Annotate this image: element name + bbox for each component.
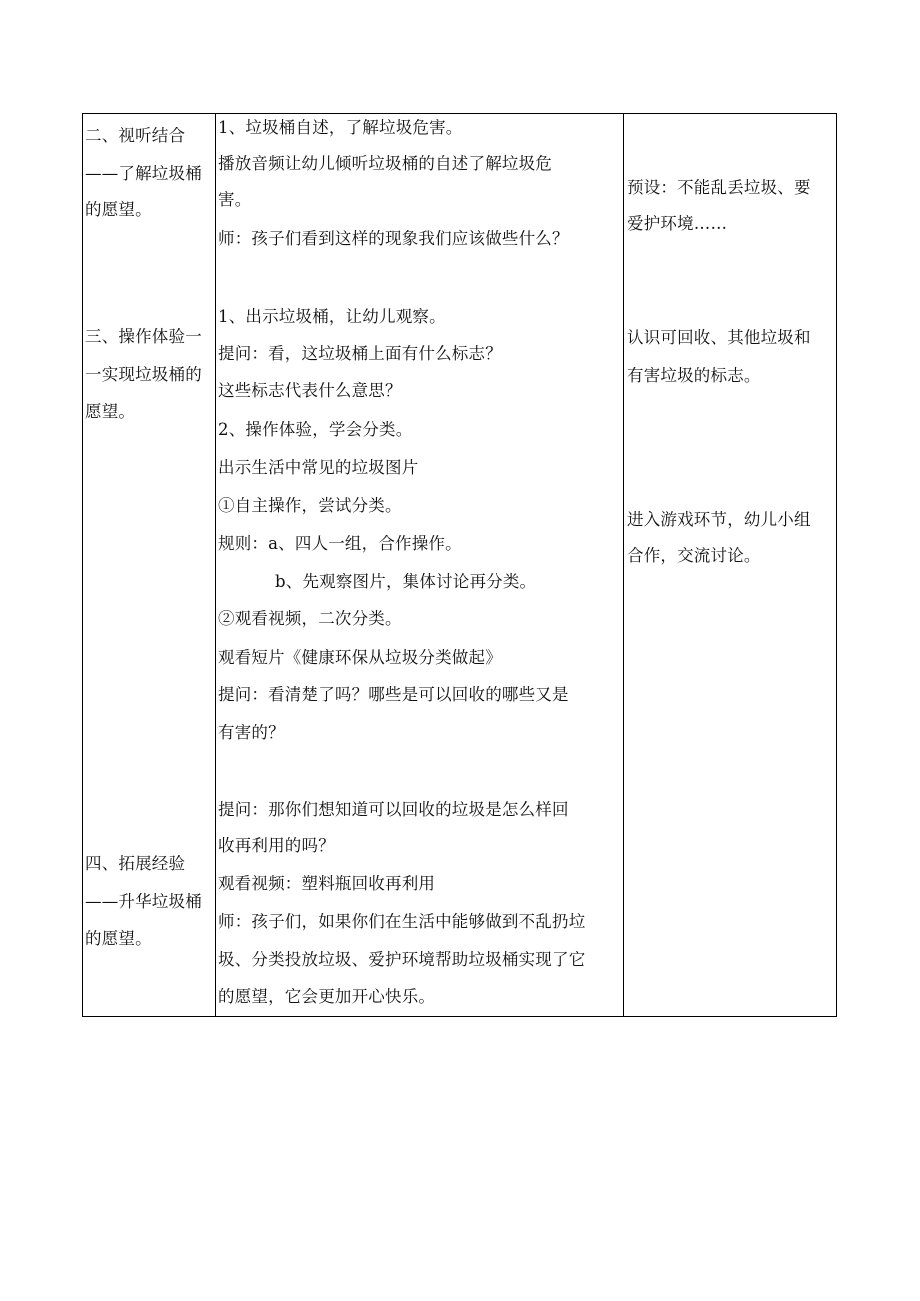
note-line: 进入游戏环节，幼儿小组 [627, 510, 811, 529]
column-divider-notes [623, 114, 624, 1016]
stage-line: 二、视听结合 [85, 126, 186, 145]
stage-line: 一实现垃圾桶的 [85, 365, 202, 384]
process-line: 师：孩子们，如果你们在生活中能够做到不乱扔垃 [218, 912, 586, 931]
stage-line: ——升华垃圾桶 [85, 892, 202, 911]
process-line: 观看短片《健康环保从垃圾分类做起》 [218, 648, 502, 667]
process-line: 有害的？ [218, 723, 285, 742]
process-line: ①自主操作，尝试分类。 [218, 496, 402, 515]
process-line: 的愿望，它会更加开心快乐。 [218, 987, 436, 1006]
note-line: 合作，交流讨论。 [627, 546, 761, 565]
note-line: 爱护环境…… [627, 214, 728, 233]
process-line: 1、垃圾桶自述，了解垃圾危害。 [218, 118, 463, 137]
process-line: 1、出示垃圾桶，让幼儿观察。 [218, 307, 446, 326]
stage-line: 愿望。 [85, 402, 136, 421]
process-line: 害。 [218, 190, 252, 209]
process-line: 出示生活中常见的垃圾图片 [218, 458, 419, 477]
process-line: 观看视频：塑料瓶回收再利用 [218, 874, 436, 893]
process-line: 提问：看，这垃圾桶上面有什么标志？ [218, 344, 502, 363]
stage-line: ——了解垃圾桶 [85, 164, 202, 183]
stage-line: 的愿望。 [85, 929, 152, 948]
stage-line: 四、拓展经验 [85, 854, 186, 873]
lesson-plan-table [82, 113, 837, 1017]
process-line: ②观看视频，二次分类。 [218, 609, 402, 628]
stage-line: 的愿望。 [85, 200, 152, 219]
process-line: 提问：看清楚了吗？哪些是可以回收的哪些又是 [218, 685, 569, 704]
process-line: 圾、分类投放垃圾、爱护环境帮助垃圾桶实现了它 [218, 950, 586, 969]
process-line: 规则：a、四人一组，合作操作。 [218, 534, 462, 553]
process-line: 2、操作体验，学会分类。 [218, 420, 413, 439]
column-divider-stage [215, 114, 216, 1016]
process-line: 播放音频让幼儿倾听垃圾桶的自述了解垃圾危 [218, 154, 552, 173]
process-line: b、先观察图片，集体讨论再分类。 [275, 572, 537, 591]
note-line: 预设：不能乱丢垃圾、要 [627, 178, 811, 197]
process-line: 收再利用的吗？ [218, 836, 335, 855]
stage-line: 三、操作体验一 [85, 327, 202, 346]
note-line: 认识可回收、其他垃圾和 [627, 328, 811, 347]
note-line: 有害垃圾的标志。 [627, 366, 761, 385]
process-line: 提问：那你们想知道可以回收的垃圾是怎么样回 [218, 800, 569, 819]
process-line: 这些标志代表什么意思？ [218, 381, 402, 400]
process-line: 师：孩子们看到这样的现象我们应该做些什么？ [218, 229, 569, 248]
